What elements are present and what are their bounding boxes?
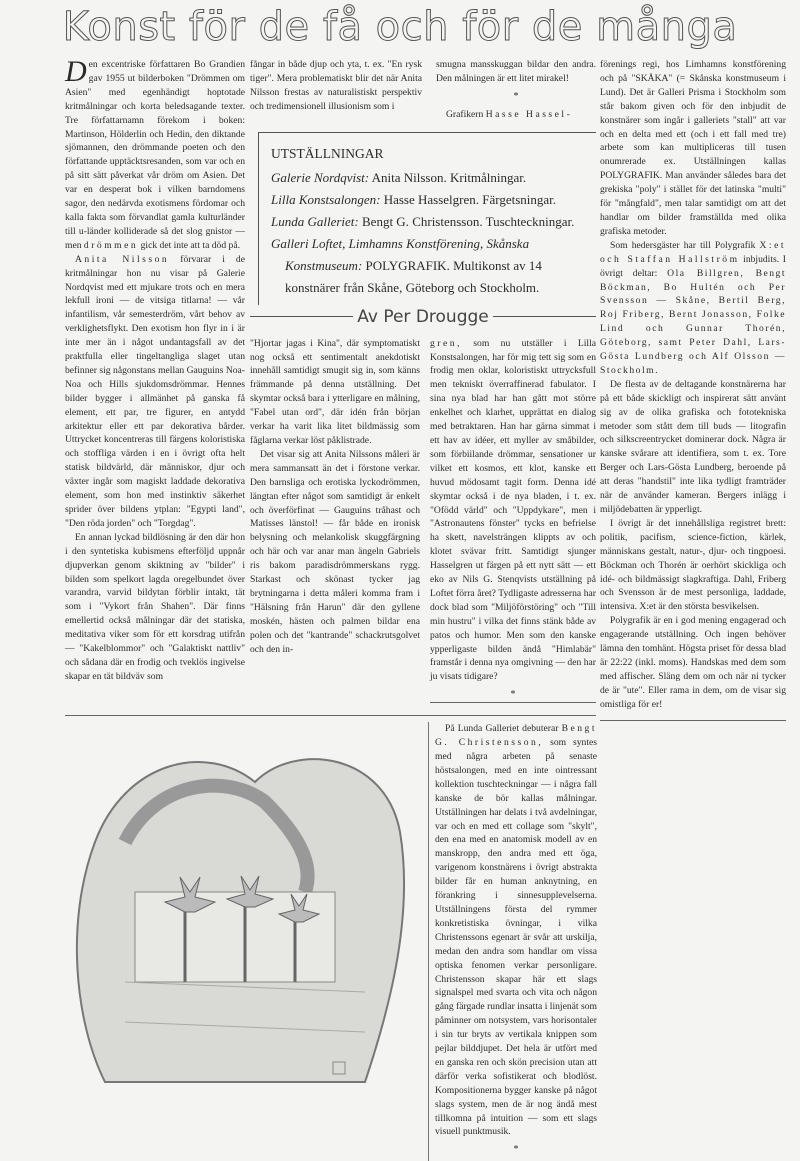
text: en excentriske författaren Bo Grandien gav 1955 ut bilderboken "Drömmen om Asien" med egenhändigt hoptotade kritmålningar och korta beledsagande texter. Tre författarnamn förekom i boken: Martinson, Hölderlin och Hedin, den diktande sjömannen, den drömmande poeten och den författande upptäcktsresanden, som var och en på sitt sätt påverkat vår dröm om Asien. Det var en desperat bok i vilken barndomens sagor, den nedärvda exotismens fördomar och kalla fakta som förvandlat gamla kulturländer till u-länder kolliderade så det slog gnistor — men <box>65 59 245 251</box>
star-separator: * <box>430 688 596 703</box>
middle-lower-row <box>250 337 596 708</box>
column-3-top <box>436 58 596 122</box>
venue: Galleri Loftet, Limhamns Konstförening, Skånska Konstmuseum: <box>271 235 530 273</box>
text: Grafikern <box>446 108 484 120</box>
divider <box>493 316 596 317</box>
drop-cap: D <box>65 55 87 88</box>
star-separator: * <box>513 1144 519 1156</box>
box-heading: UTSTÄLLNINGAR <box>271 145 384 161</box>
column-2-top <box>250 58 422 114</box>
byline <box>250 307 596 327</box>
article-body <box>65 55 597 1161</box>
divider <box>250 316 353 317</box>
column-2 <box>250 337 420 657</box>
artist-list: Ola Billgren, Bengt Böckman, Bo Hultén och Per Svensson — Skåne, Bertil Berg, Roj Friberg, Bernt Jonasson, Folke Lind och Gunnar Thorén, Göteborg, samt Peter Dahl, Lars-Gösta Lundberg och Alf Olsson — Stockholm. <box>600 267 786 376</box>
paragraph <box>435 722 597 1139</box>
paragraph: förenings regi, hos Limhamns konstförening och på "SKÅKA" (= Skånska konstmuseum i Lund). Det är Galleri Prisma i Stockholm som står bakom given och för den inbjudit de konstnärer som ingår i galleriets "stall" att var och en delta med ett (och i ett fall med tre) arbete som kan multipliceras till tusen onumrerade ex. Utställningen kallas POLYGRAFIK. Man använder således bara det grekiska "poly" i stället för det latinska "multi" för "mångfald", men talar samtidigt om att det handlar om bilder framställda med olika grafiska metoder. <box>600 59 786 237</box>
star-separator: * <box>513 90 519 102</box>
paragraph <box>436 108 596 122</box>
upper-section <box>65 55 596 707</box>
paragraph <box>430 337 596 685</box>
paragraph: "Hjortar jagas i Kina", där symptomatiskt nog också ett sentimentalt anekdotiskt innehåll samtidigt smugit sig in, som känns främmande på denna utställning. Det skymtar också bara i ytterligare en målning, "Fabel utan ord", där idén från början verkar ha varit lika litet bildmässig som fåglarna verkar löst påklistrade. <box>250 337 420 446</box>
venue: Galerie Nordqvist: <box>271 169 370 185</box>
details: Bengt G. Christensson. Tuschteckningar. <box>358 213 575 229</box>
text: som syntes med några arbeten på senaste höstsalongen, med en inte ointressant kollektion tuschteckningar — i några fall kanske de bör kallas målningar. Utställningen har delats i två avdelningar, var och en med ett collage som "skylt", den ena med en anatomisk modell av en manskropp, den andra med ett öga, varigenom konstnärens i övrigt abstrakta bilder får en human anknytning, en förankring i sinnesupplevelserna. Utställningens första del rymmer konkretistiska övningar, i vilka Christenssons egenart är svår att urskilja, medan den andra som handlar om vissa optiska fenomen verkar personligare. Christensson skapar här ett slags signalspel med svarta och vita och någon gång färgade rundlar insatta i linjenät som påminner om notsystem, vars horisontaler i sin tur bryts av vertikala knippen som pejlar bilddjupet. Det hela är utfört med en ganska ren och skön precision utan att därför verka sofistikerat och blodlöst. Kompositionerna bygger kanske på något slags system, men de är nog ändå mest tillkomna på intuition — som ett slags visuell punktmusik. <box>435 737 597 1138</box>
column-1 <box>65 55 245 684</box>
artist-name: Anita Nilsson <box>75 253 170 265</box>
middle-section <box>250 58 596 707</box>
column-4 <box>600 58 786 725</box>
exhibitions-box <box>258 132 596 305</box>
text: gick det inte att ta död på. <box>138 239 240 251</box>
paragraph: Det visar sig att Anita Nilssons måleri är mera sammansatt än det i förstone verkar. Den barnsliga och erotiska lyckodrömmen, längtan efter något som samtidigt är enkelt och överförfinat — Gauguins tråhast och Matisses länstol! — får både en ironisk belysning och melankolisk skuggfärgning och här och var anar man ängeln Gabriels ris bakom paradisdrömmerskans rygg. Starkast och skönast tycker jag brytningarna i detta måleri komma fram i "Hälsning från Harun" där den gyllene moskén, hästen och palmen bildar ena polen och det "kantrande" schackrutsgolvet och den in- <box>250 448 420 655</box>
paragraph <box>65 55 245 253</box>
paragraph: De flesta av de deltagande konstnärerna har på ett både skickligt och inspirerat sätt använt sig av de olika grafiska och fototekniska metoder som stått dem till buds — litografin och silkscreentrycket dominerar dock. Några är kanske svårare att identifiera, som t. ex. Tore Berger och Lars-Gösta Lundberg, beroende på att deras "handstil" inte lika tydligt framträder när de använder kameran. Bergers inlägg i miljödebatten är ypperligt. <box>600 378 786 515</box>
column-3 <box>430 337 596 708</box>
author: Av Per Drougge <box>357 306 489 327</box>
artist-name: gren, <box>430 337 462 349</box>
artist-names: X:et och Staffan Hallström <box>600 239 786 265</box>
text: som nu utställer i Lilla Konstsalongen, har för mig tett sig som en frodig men oklar, koloristiskt uttrycksfull men tekniskt överraffinerad fabulator. I sina nya blad har han gått mot större enkelhet och klarhet, upprättat en dialog med betraktaren. Han har gärna simmat i ett hav av idéer, ett myller av småbilder, som förbiilande drömmar, sensationer ur vilket ett kosmos, ett klot, kanske ett huvud mödosamt tagit form. Denna idé skymtar också i de nya bladen, i t. ex. "Ofödd värld" och "Uppdykare", men i "Astronautens fönster" tycks en befrielse ha skett, navelsträngen klippts av och klotet svävar fritt. Samtidigt sjunger Hasselgren ut färgen på ett nytt sätt — ett eko av Nils G. Stenqvists utställning på Loftet förra året? Tydligaste adresserna har dock blad som "Miljöförstöring" och "Till min hustru" i vilka det finns stänk både av patos och humor. Men som den kanske ypperligaste bilden ändå "Himlabär" framstår i denna nya omgivning — den har ju visats tidigare? <box>430 337 596 683</box>
paragraph: fångar in både djup och yta, t. ex. "En rysk tiger". Mera problematiskt blir det när Anita Nilsson frestas av naturalistiskt perspektiv och tredimensionell illusionism som i <box>250 59 422 112</box>
details: POLYGRAFIK. Multikonst av 14 konstnärer från Skåne, Göteborg och Stockholm. <box>285 257 542 295</box>
details: Anita Nilsson. Kritmålningar. <box>369 169 527 185</box>
paragraph <box>65 253 245 531</box>
exhibition-entry <box>271 211 596 233</box>
lower-section <box>65 722 596 1161</box>
text: förvarar i de kritmålningar hon nu visar på Galerie Nordqvist med ett mjukare trots och en mera lekfull ironi — de vitsiga titlarna! — vår infantilism, vår semesterdröm, vårt behov av verklighetsflykt. Den exotism hon flyr in i är inte mer än i något undantagsfall av det praktfulla eller tingeltangliga slaget utan befinner sig någonstans mellan Gauguins Noa-Noa och Hills sjukdomsdrömmar. Hennes bilder bygger i allmänhet på ganska få element, ett par, tre figurer, en antydd arkitektur eller ett par dekorativa bårder. Uttrycket koncentreras till färgens koloristiska och stoffliga värden i en i övrigt ofta helt statisk bildvärld, där människor, djur och växter ingår som magiskt laddade dekorativa element, som hon med instinktiv säkerhet sprider över bildens ytplan: "Egypti land", "Den röda jorden" och "Torgdag". <box>65 253 245 529</box>
venue: Lunda Galleriet: <box>271 213 359 229</box>
exhibition-entry <box>271 233 596 299</box>
column-3-bottom <box>428 722 597 1161</box>
paragraph: smugna mansskuggan bildar den andra. Den målningen är ett litet mirakel! <box>436 59 596 84</box>
exhibition-entry <box>271 167 596 189</box>
text: inbjudits. I övrigt deltar: <box>600 253 786 279</box>
artist-name: Bengt G. Christensson, <box>435 723 597 749</box>
text: På Lunda Galleriet debuterar <box>445 723 559 735</box>
divider <box>65 715 596 716</box>
artist-name: Hasse Hassel- <box>485 108 573 120</box>
venue: Lilla Konstsalongen: <box>271 191 381 207</box>
text-spaced: drömmen <box>83 239 139 251</box>
paragraph: En annan lyckad bildlösning är den där hon i den syntetiska kubismens efterföljd uppnår djupverkan genom skiktning av "bilder" i bilden som spelkort lagda oregelbundet över varandra, varvid bildytan förblir intakt, tät som i "Vykort från Shahen". Där finns emellertid också målningar där det statiska, meditativa viker som för ett korsdrag utifrån — "Kakelblommor" och "Galaktiskt nattliv" och sådana där en frodig och tveklös ingivelse skapar en tät bildväv som <box>65 531 245 682</box>
paragraph <box>600 239 786 378</box>
text: Som hedersgäster har till Polygrafik <box>610 239 760 251</box>
paragraph: Polygrafik är en i god mening engagerad och engagerande utställning. Och ingen behöver lämna den tomhänt. Högsta priset för dessa blad är 22:22 (inkl. moms). Handskas med dem som med affischer. Släng dem om och när ni tycker de är "ute". Eller rama in dem, om de visar sig omistliga för er! <box>600 615 786 710</box>
illustration <box>65 722 420 1107</box>
exhibition-entry <box>271 189 596 211</box>
middle-top-row <box>250 58 596 122</box>
details: Hasse Hasselgren. Färgetsningar. <box>380 191 557 207</box>
headline: Konst för de få och för de många <box>62 4 738 50</box>
divider <box>600 716 786 721</box>
paragraph: I övrigt är det innehållsliga registret brett: politik, pacifism, science-fiction, kärlek, människans gestalt, natur-, djur- och tingpoesi. Böckman och Thorén är oerhört skickliga och idé- och bildmässigt slagkraftiga. Dahl, Friberg och Svensson är de mest personliga, laddade, intensiva. X:et är den största besvikelsen. <box>600 517 786 613</box>
